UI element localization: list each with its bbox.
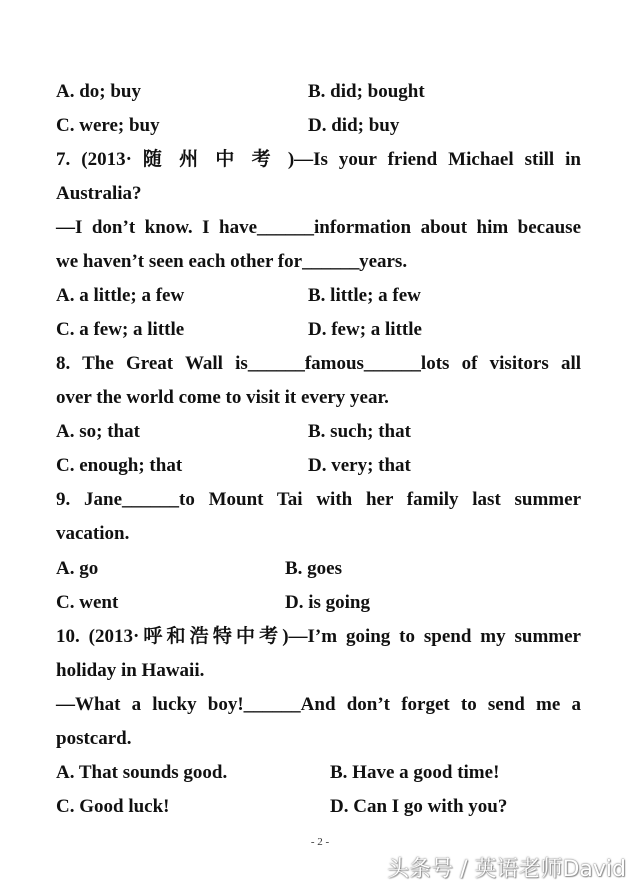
q10-stem-line-1: 10. (2013·呼和浩特中考)—I’m going to spend my summer — [56, 626, 581, 647]
q9-option-d: D. is going — [285, 592, 370, 613]
q10-stem-line-4: postcard. — [56, 728, 132, 749]
q8-stem-line-1: 8. The Great Wall is______famous______lots of visitors all — [56, 353, 581, 374]
q9-option-c: C. went — [56, 592, 119, 613]
q7-stem-line-3: —I don’t know. I have______information about him because — [56, 217, 581, 238]
q7-option-b: B. little; a few — [308, 285, 421, 306]
q6-option-a: A. do; buy — [56, 81, 141, 102]
q10-stem-line-3: —What a lucky boy!______And don’t forget to send me a — [56, 694, 581, 715]
q9-option-a: A. go — [56, 558, 99, 579]
q10-stem-line-2: holiday in Hawaii. — [56, 660, 205, 681]
q6-option-c: C. were; buy — [56, 115, 160, 136]
q8-option-d: D. very; that — [308, 455, 411, 476]
q10-option-a: A. That sounds good. — [56, 762, 228, 783]
q8-option-c: C. enough; that — [56, 455, 183, 476]
q9-stem-line-2: vacation. — [56, 523, 130, 544]
q9-option-b: B. goes — [285, 558, 342, 579]
q10-option-d: D. Can I go with you? — [330, 796, 508, 817]
q10-option-b: B. Have a good time! — [330, 762, 500, 783]
q8-option-b: B. such; that — [308, 421, 411, 442]
q8-stem-line-2: over the world come to visit it every year. — [56, 387, 389, 408]
q7-stem-line-1: 7. (2013· 随 州 中 考 )—Is your friend Michael still in — [56, 149, 581, 170]
q6-option-b: B. did; bought — [308, 81, 425, 102]
q7-option-a: A. a little; a few — [56, 285, 185, 306]
page-number: - 2 - — [310, 836, 330, 848]
watermark: 头条号 / 英语老师David — [387, 857, 626, 882]
q7-stem-line-4: we haven’t seen each other for______years. — [56, 251, 408, 272]
q10-option-c: C. Good luck! — [56, 796, 170, 817]
q8-option-a: A. so; that — [56, 421, 140, 442]
q7-stem-line-2: Australia? — [56, 183, 142, 204]
q7-option-c: C. a few; a little — [56, 319, 185, 340]
q9-stem-line-1: 9. Jane______to Mount Tai with her family last summer — [56, 489, 581, 510]
q6-option-d: D. did; buy — [308, 115, 400, 136]
q7-option-d: D. few; a little — [308, 319, 422, 340]
